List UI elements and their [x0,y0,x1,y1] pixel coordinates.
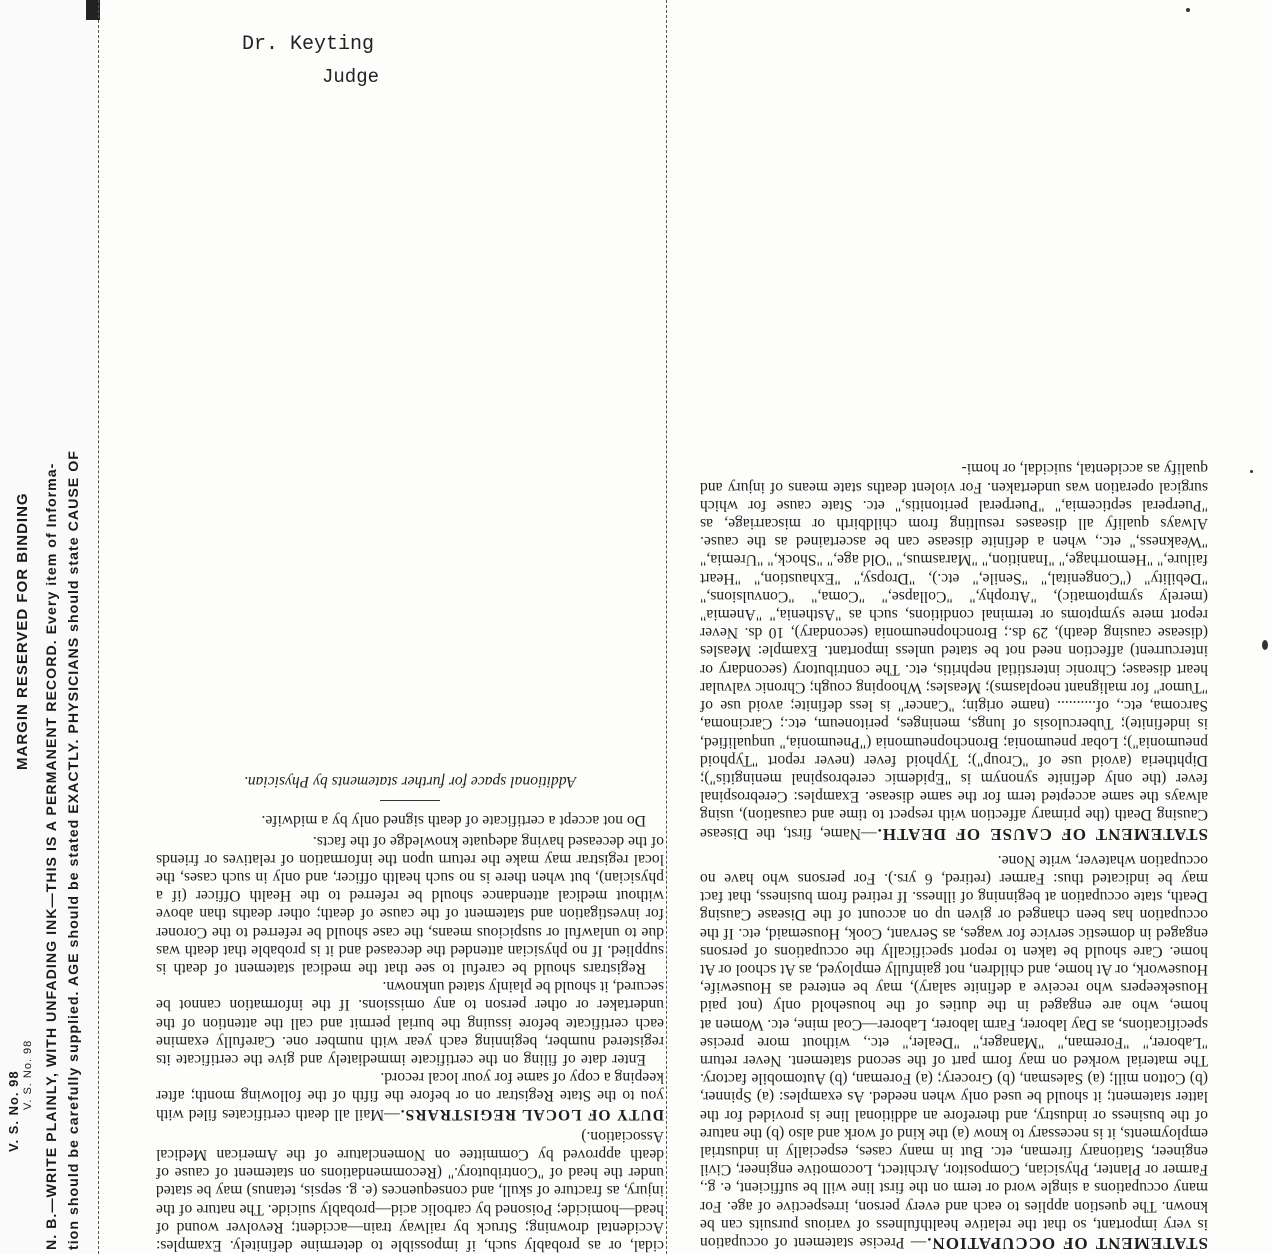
page-fold-left [98,0,99,1254]
form-number-small: V. S. No. 98 [22,1039,34,1110]
registrars-paragraph: Registrars should be careful to see that the medical statement of death is supplied. If no physician attended the deceased and it is probable that death was due to unlawful or suspicious means, the case should be referred to the Coroner for investigation and statement of the cause of death; other deaths than above without medical attendance should be referred to the Health Officer (if a physician), but when there is no such health officer, and only in such cases, the local registrar may make the return upon the information of relatives or friends of the deceased having adequate knowledge of the facts. [156,832,664,977]
scan-speck [1262,640,1268,650]
enter-date-paragraph: Enter date of filing on the certificate immediately and give the certificate its registered number, beginning each year with number one. Carefully examine each certificate before issuing the burial permit and call the attention of the undertaker or other person to any omissions. If the information cannot be secured, it should be plainly stated unknown. [156,978,664,1068]
page-fold-center [666,0,667,1254]
scan-speck [1186,8,1190,12]
occupation-paragraph [700,851,1208,1252]
margin-instruction-line-1: N. B.—WRITE PLAINLY, WITH UNFADING INK—THIS IS A PERMANENT RECORD. Every item of Informa- [44,462,60,1250]
form-number: V. S. No. 98 [6,1070,21,1152]
duty-body: —Mail all death certificates filed with you to the State Registrar on or before the fifth of the following month; after keeping a copy of same for your local record. [156,1069,664,1123]
right-instruction-column [700,12,1208,1252]
typed-title: Judge [322,66,380,88]
margin-reserved-label: MARGIN RESERVED FOR BINDING [14,492,31,770]
cause-paragraph [700,459,1208,842]
additional-space-label: Additional space for further statements by Physician. [243,773,577,791]
typed-name: Dr. Keyting [242,33,375,56]
divider-rule [380,800,440,801]
occupation-body: — Precise statement of occupation is very important, so that the relative healthfulness of various pursuits can be known. The question applies to each and every person, irrespective of age. For many occupations a single word or term on the first line will be sufficient, e. g., Farmer or Planter, Physician, Compositor, Architect, Locomotive engineer, Civil engineer, Stationary fireman, etc. But in many cases, especially in industrial employments, it is necessary to know (a) the kind of work and also (b) the nature of the business or industry, and therefore an additional line is provided for the latter statement; it should be used only when needed. As examples: (a) Spinner, (b) Cotton mill; (a) Salesman, (b) Grocery; (a) Foreman, (b) Automobile factory. The material worked on may form part of the second statement. Never return "Laborer," "Foreman," "Manager," "Dealer," etc., without more precise specifications, as Day laborer, Farm laborer, Laborer—Coal mine, etc. Women at home, who are engaged in the duties of the household only (not paid Housekeepers who receive a definite salary), may be entered as Housewife, Housework, or At home, and children, not gainfully employed, as At school or At home. Care should be taken to report specifically the occupations of persons engaged in domestic service for wages, as Servant, Cook, Housemaid, etc. If the occupation has been changed or given up on account of the Disease Causing Death, state occupation at beginning of illness. If retired from business, that fact may be indicated thus: Farmer (retired, 6 yrs.). For persons who have no occupation whatever, write None. [699,851,1208,1251]
margin-instruction-line-2: tion should be carefully supplied. AGE should be stated EXACTLY. PHYSICIANS should state CAUSE OF [66,450,82,1250]
cause-heading: STATEMENT OF CAUSE OF DEATH. [876,824,1208,844]
duty-heading: DUTY OF LOCAL REGISTRARS. [399,1105,664,1123]
injury-examples: cidal, or as probably such, if impossible to determine definitely. Examples: Accidental drowning; Struck by railway train—accident; Revolver wound of head—homicide; Poisoned by carbolic acid—probably suicide. The nature of the injury, as fracture of skull, and consequences (e. g. sepsis, tetanus) may be stated under the head of "Contributory." (Recommendations on statement of cause of death approved by Committee on Nomenclature of the American Medical Association.) [156,1127,664,1254]
duty-paragraph [156,1068,664,1123]
scan-speck [1250,470,1253,473]
cause-body: —Name, first, the Disease Causing Death (the primary affection with respect to time and causation), using always the same accepted term for the same disease. Examples: Cerebrospinal fever (the only definite synonym is "Epidemic cerebrospinal meningitis"); Diphtheria (avoid use of "Croup"); Typhoid fever (never report "Typhoid pneumonia"); Lobar pneumonia; Bronchopneumonia ("Pneumonia," unqualified, is indefinite); Tuberculosis of lungs, meninges, peritoneum, etc.; Carcinoma, Sarcoma, etc., of.......... (name origin; "Cancer" is less definite; avoid use of "Tumor" for malignant neoplasms); Measles; Whooping cough; Chronic valvular heart disease; Chronic interstitial nephritis, etc. The contributory (secondary or intercurrent) affection need not be stated unless important. Example: Measles (disease causing death), 29 ds.; Bronchopneumonia (secondary), 10 ds. Never report mere symptoms or terminal conditions, such as "Asthenia," "Anemia" (merely symptomatic), "Atrophy," "Collapse," "Coma," "Convulsions," "Debility" ("Congenital," "Senile," etc.), "Dropsy," "Exhaustion," "Heart failure," "Hemorrhage," "Inanition," "Marasmus," "Old age," "Shock," "Uremia," "Weakness," etc., when a definite disease can be ascertained as the cause. Always qualify all diseases resulting from childbirth or miscarriage, as "Puerperal septicemia," "Puerperal peritonitis," etc. State cause for which surgical operation was undertaken. For violent deaths state means of injury and qualify as accidental, suicidal, or homi- [699,460,1208,842]
occupation-heading: STATEMENT OF OCCUPATION. [926,1234,1208,1253]
left-instruction-column [156,525,664,1254]
midwife-notice: Do not accept a certificate of death signed only by a midwife. [261,812,646,830]
